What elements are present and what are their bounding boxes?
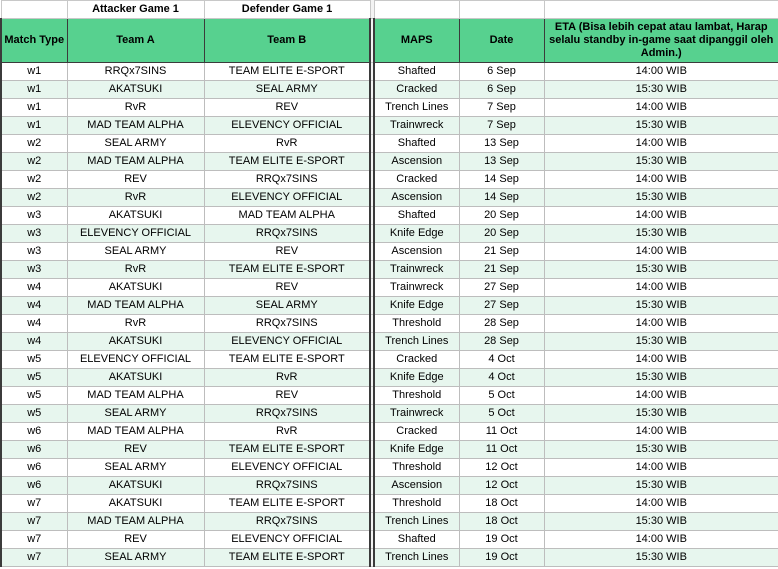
maps-cell[interactable]: Trench Lines	[374, 513, 459, 531]
team-b-cell[interactable]: SEAL ARMY	[204, 297, 370, 315]
cell-blank[interactable]	[374, 1, 459, 19]
maps-cell[interactable]: Ascension	[374, 477, 459, 495]
team-a-cell[interactable]: SEAL ARMY	[67, 135, 204, 153]
date-cell[interactable]: 4 Oct	[459, 369, 544, 387]
match-type-cell[interactable]: w6	[1, 459, 67, 477]
maps-cell[interactable]: Trainwreck	[374, 261, 459, 279]
maps-cell[interactable]: Trainwreck	[374, 279, 459, 297]
team-b-cell[interactable]: TEAM ELITE E-SPORT	[204, 495, 370, 513]
team-b-cell[interactable]: TEAM ELITE E-SPORT	[204, 261, 370, 279]
header-team-b[interactable]: Team B	[204, 19, 370, 63]
date-cell[interactable]: 6 Sep	[459, 81, 544, 99]
team-b-cell[interactable]: SEAL ARMY	[204, 81, 370, 99]
table-row	[1, 333, 778, 351]
defender-label[interactable]: Defender Game 1	[204, 1, 370, 19]
eta-cell[interactable]: 15:30 WIB	[544, 153, 778, 171]
match-type-cell[interactable]: w5	[1, 387, 67, 405]
team-a-cell[interactable]: AKATSUKI	[67, 207, 204, 225]
team-b-cell[interactable]: ELEVENCY OFFICIAL	[204, 117, 370, 135]
eta-cell[interactable]: 15:30 WIB	[544, 225, 778, 243]
match-type-cell[interactable]: w5	[1, 405, 67, 423]
date-cell[interactable]: 20 Sep	[459, 207, 544, 225]
eta-cell[interactable]: 15:30 WIB	[544, 405, 778, 423]
table-row	[1, 369, 778, 387]
table-row	[1, 261, 778, 279]
table-row	[1, 225, 778, 243]
eta-cell[interactable]: 14:00 WIB	[544, 315, 778, 333]
maps-cell[interactable]: Trench Lines	[374, 333, 459, 351]
date-cell[interactable]: 7 Sep	[459, 99, 544, 117]
team-a-cell[interactable]: MAD TEAM ALPHA	[67, 117, 204, 135]
eta-cell[interactable]: 15:30 WIB	[544, 117, 778, 135]
match-type-cell[interactable]: w6	[1, 477, 67, 495]
date-cell[interactable]: 12 Oct	[459, 459, 544, 477]
team-a-cell[interactable]: AKATSUKI	[67, 81, 204, 99]
maps-cell[interactable]: Knife Edge	[374, 225, 459, 243]
match-type-cell[interactable]: w1	[1, 99, 67, 117]
match-type-cell[interactable]: w2	[1, 135, 67, 153]
match-type-cell[interactable]: w6	[1, 423, 67, 441]
table-row	[1, 549, 778, 567]
table-row	[1, 117, 778, 135]
header-row	[1, 19, 778, 63]
date-cell[interactable]: 27 Sep	[459, 297, 544, 315]
match-type-cell[interactable]: w2	[1, 153, 67, 171]
match-type-cell[interactable]: w3	[1, 261, 67, 279]
maps-cell[interactable]: Cracked	[374, 423, 459, 441]
cell-blank[interactable]	[459, 1, 544, 19]
header-match-type[interactable]: Match Type	[1, 19, 67, 63]
match-type-cell[interactable]: w5	[1, 369, 67, 387]
team-a-cell[interactable]: RvR	[67, 189, 204, 207]
maps-cell[interactable]: Shafted	[374, 531, 459, 549]
team-a-cell[interactable]: AKATSUKI	[67, 279, 204, 297]
eta-cell[interactable]: 14:00 WIB	[544, 171, 778, 189]
maps-cell[interactable]: Threshold	[374, 495, 459, 513]
maps-cell[interactable]: Shafted	[374, 207, 459, 225]
maps-cell[interactable]: Trench Lines	[374, 549, 459, 567]
team-a-cell[interactable]: ELEVENCY OFFICIAL	[67, 351, 204, 369]
team-b-cell[interactable]: ELEVENCY OFFICIAL	[204, 459, 370, 477]
eta-cell[interactable]: 15:30 WIB	[544, 261, 778, 279]
date-cell[interactable]: 11 Oct	[459, 423, 544, 441]
table-row	[1, 351, 778, 369]
team-b-cell[interactable]: TEAM ELITE E-SPORT	[204, 441, 370, 459]
date-cell[interactable]: 18 Oct	[459, 513, 544, 531]
eta-cell[interactable]: 15:30 WIB	[544, 81, 778, 99]
table-row	[1, 81, 778, 99]
header-team-a[interactable]: Team A	[67, 19, 204, 63]
maps-cell[interactable]: Cracked	[374, 351, 459, 369]
team-b-cell[interactable]: RRQx7SINS	[204, 315, 370, 333]
match-type-cell[interactable]: w5	[1, 351, 67, 369]
table-row	[1, 189, 778, 207]
team-b-cell[interactable]: RRQx7SINS	[204, 405, 370, 423]
table-row	[1, 387, 778, 405]
team-a-cell[interactable]: SEAL ARMY	[67, 405, 204, 423]
table-row	[1, 153, 778, 171]
table-row	[1, 135, 778, 153]
table-row	[1, 513, 778, 531]
team-a-cell[interactable]: SEAL ARMY	[67, 549, 204, 567]
match-type-cell[interactable]: w2	[1, 171, 67, 189]
team-a-cell[interactable]: REV	[67, 441, 204, 459]
match-type-cell[interactable]: w4	[1, 333, 67, 351]
maps-cell[interactable]: Shafted	[374, 63, 459, 81]
team-a-cell[interactable]: AKATSUKI	[67, 495, 204, 513]
team-b-cell[interactable]: RRQx7SINS	[204, 171, 370, 189]
team-a-cell[interactable]: MAD TEAM ALPHA	[67, 153, 204, 171]
table-row	[1, 531, 778, 549]
maps-cell[interactable]: Trainwreck	[374, 405, 459, 423]
date-cell[interactable]: 13 Sep	[459, 135, 544, 153]
eta-cell[interactable]: 15:30 WIB	[544, 297, 778, 315]
team-a-cell[interactable]: AKATSUKI	[67, 477, 204, 495]
maps-cell[interactable]: Ascension	[374, 243, 459, 261]
match-type-cell[interactable]: w4	[1, 297, 67, 315]
eta-cell[interactable]: 14:00 WIB	[544, 387, 778, 405]
header-date[interactable]: Date	[459, 19, 544, 63]
team-b-cell[interactable]: ELEVENCY OFFICIAL	[204, 333, 370, 351]
team-b-cell[interactable]: REV	[204, 243, 370, 261]
table-row	[1, 171, 778, 189]
table-row	[1, 207, 778, 225]
team-b-cell[interactable]: RRQx7SINS	[204, 513, 370, 531]
match-type-cell[interactable]: w7	[1, 531, 67, 549]
team-b-cell[interactable]: RvR	[204, 423, 370, 441]
cell-blank[interactable]	[544, 1, 778, 19]
team-b-cell[interactable]: RRQx7SINS	[204, 225, 370, 243]
maps-cell[interactable]: Cracked	[374, 81, 459, 99]
eta-cell[interactable]: 14:00 WIB	[544, 207, 778, 225]
eta-cell[interactable]: 14:00 WIB	[544, 531, 778, 549]
team-a-cell[interactable]: RRQx7SINS	[67, 63, 204, 81]
team-a-cell[interactable]: RvR	[67, 261, 204, 279]
date-cell[interactable]: 11 Oct	[459, 441, 544, 459]
date-cell[interactable]: 19 Oct	[459, 531, 544, 549]
match-type-cell[interactable]: w7	[1, 513, 67, 531]
maps-cell[interactable]: Knife Edge	[374, 369, 459, 387]
team-a-cell[interactable]: SEAL ARMY	[67, 243, 204, 261]
team-a-cell[interactable]: MAD TEAM ALPHA	[67, 513, 204, 531]
maps-cell[interactable]: Threshold	[374, 387, 459, 405]
date-cell[interactable]: 28 Sep	[459, 315, 544, 333]
date-cell[interactable]: 21 Sep	[459, 243, 544, 261]
match-type-cell[interactable]: w6	[1, 441, 67, 459]
team-b-cell[interactable]: REV	[204, 387, 370, 405]
eta-cell[interactable]: 14:00 WIB	[544, 423, 778, 441]
match-type-cell[interactable]: w7	[1, 549, 67, 567]
date-cell[interactable]: 20 Sep	[459, 225, 544, 243]
eta-cell[interactable]: 15:30 WIB	[544, 333, 778, 351]
maps-cell[interactable]: Cracked	[374, 171, 459, 189]
maps-cell[interactable]: Trainwreck	[374, 117, 459, 135]
eta-cell[interactable]: 14:00 WIB	[544, 135, 778, 153]
eta-cell[interactable]: 15:30 WIB	[544, 369, 778, 387]
maps-cell[interactable]: Threshold	[374, 315, 459, 333]
table-row	[1, 423, 778, 441]
maps-cell[interactable]: Knife Edge	[374, 441, 459, 459]
eta-cell[interactable]: 15:30 WIB	[544, 549, 778, 567]
maps-cell[interactable]: Knife Edge	[374, 297, 459, 315]
eta-cell[interactable]: 14:00 WIB	[544, 99, 778, 117]
date-cell[interactable]: 27 Sep	[459, 279, 544, 297]
eta-cell[interactable]: 15:30 WIB	[544, 189, 778, 207]
team-b-cell[interactable]: TEAM ELITE E-SPORT	[204, 153, 370, 171]
table-row	[1, 405, 778, 423]
date-cell[interactable]: 14 Sep	[459, 189, 544, 207]
team-a-cell[interactable]: REV	[67, 531, 204, 549]
team-a-cell[interactable]: REV	[67, 171, 204, 189]
attacker-label[interactable]: Attacker Game 1	[67, 1, 204, 19]
match-type-cell[interactable]: w3	[1, 225, 67, 243]
maps-cell[interactable]: Threshold	[374, 459, 459, 477]
date-cell[interactable]: 19 Oct	[459, 549, 544, 567]
team-b-cell[interactable]: ELEVENCY OFFICIAL	[204, 189, 370, 207]
eta-cell[interactable]: 14:00 WIB	[544, 459, 778, 477]
table-row	[1, 315, 778, 333]
maps-cell[interactable]: Trench Lines	[374, 99, 459, 117]
cell-blank[interactable]	[1, 1, 67, 19]
match-type-cell[interactable]: w2	[1, 189, 67, 207]
team-b-cell[interactable]: RRQx7SINS	[204, 477, 370, 495]
team-a-cell[interactable]: MAD TEAM ALPHA	[67, 297, 204, 315]
team-b-cell[interactable]: ELEVENCY OFFICIAL	[204, 531, 370, 549]
maps-cell[interactable]: Ascension	[374, 189, 459, 207]
date-cell[interactable]: 28 Sep	[459, 333, 544, 351]
top-label-row	[1, 1, 778, 19]
eta-cell[interactable]: 15:30 WIB	[544, 477, 778, 495]
date-cell[interactable]: 14 Sep	[459, 171, 544, 189]
table-row	[1, 243, 778, 261]
date-cell[interactable]: 21 Sep	[459, 261, 544, 279]
eta-cell[interactable]: 15:30 WIB	[544, 513, 778, 531]
team-a-cell[interactable]: RvR	[67, 99, 204, 117]
table-row	[1, 441, 778, 459]
table-row	[1, 459, 778, 477]
table-row	[1, 495, 778, 513]
team-b-cell[interactable]: TEAM ELITE E-SPORT	[204, 351, 370, 369]
date-cell[interactable]: 7 Sep	[459, 117, 544, 135]
match-type-cell[interactable]: w3	[1, 243, 67, 261]
match-type-cell[interactable]: w3	[1, 207, 67, 225]
eta-cell[interactable]: 14:00 WIB	[544, 279, 778, 297]
team-a-cell[interactable]: SEAL ARMY	[67, 459, 204, 477]
eta-cell[interactable]: 14:00 WIB	[544, 495, 778, 513]
date-cell[interactable]: 13 Sep	[459, 153, 544, 171]
date-cell[interactable]: 18 Oct	[459, 495, 544, 513]
team-a-cell[interactable]: MAD TEAM ALPHA	[67, 387, 204, 405]
match-type-cell[interactable]: w4	[1, 279, 67, 297]
maps-cell[interactable]: Shafted	[374, 135, 459, 153]
match-type-cell[interactable]: w4	[1, 315, 67, 333]
table-row	[1, 99, 778, 117]
eta-cell[interactable]: 15:30 WIB	[544, 441, 778, 459]
match-type-cell[interactable]: w1	[1, 117, 67, 135]
date-cell[interactable]: 5 Oct	[459, 387, 544, 405]
team-b-cell[interactable]: MAD TEAM ALPHA	[204, 207, 370, 225]
date-cell[interactable]: 5 Oct	[459, 405, 544, 423]
team-b-cell[interactable]: REV	[204, 99, 370, 117]
header-maps[interactable]: MAPS	[374, 19, 459, 63]
table-row	[1, 63, 778, 81]
team-a-cell[interactable]: RvR	[67, 315, 204, 333]
eta-cell[interactable]: 14:00 WIB	[544, 351, 778, 369]
team-a-cell[interactable]: AKATSUKI	[67, 333, 204, 351]
eta-cell[interactable]: 14:00 WIB	[544, 243, 778, 261]
match-type-cell[interactable]: w1	[1, 81, 67, 99]
eta-cell[interactable]: 14:00 WIB	[544, 63, 778, 81]
team-b-cell[interactable]: REV	[204, 279, 370, 297]
date-cell[interactable]: 12 Oct	[459, 477, 544, 495]
match-type-cell[interactable]: w1	[1, 63, 67, 81]
date-cell[interactable]: 4 Oct	[459, 351, 544, 369]
team-b-cell[interactable]: RvR	[204, 135, 370, 153]
team-a-cell[interactable]: AKATSUKI	[67, 369, 204, 387]
header-eta[interactable]: ETA (Bisa lebih cepat atau lambat, Harap selalu standby in-game saat dipanggil oleh Admin.)	[544, 19, 778, 63]
table-row	[1, 297, 778, 315]
date-cell[interactable]: 6 Sep	[459, 63, 544, 81]
table-row	[1, 477, 778, 495]
team-b-cell[interactable]: RvR	[204, 369, 370, 387]
table-row	[1, 279, 778, 297]
team-a-cell[interactable]: MAD TEAM ALPHA	[67, 423, 204, 441]
maps-cell[interactable]: Ascension	[374, 153, 459, 171]
match-type-cell[interactable]: w7	[1, 495, 67, 513]
team-b-cell[interactable]: TEAM ELITE E-SPORT	[204, 549, 370, 567]
team-b-cell[interactable]: TEAM ELITE E-SPORT	[204, 63, 370, 81]
team-a-cell[interactable]: ELEVENCY OFFICIAL	[67, 225, 204, 243]
